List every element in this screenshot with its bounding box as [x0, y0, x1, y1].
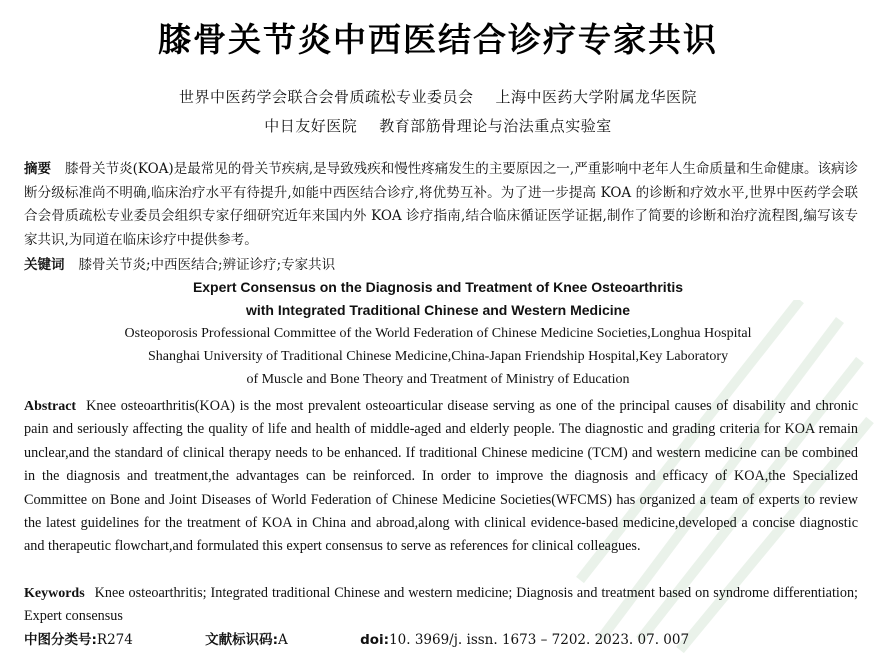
abstract-cn-text: 膝骨关节炎(KOA)是最常见的骨关节疾病,是导致残疾和慢性疼痛发生的主要原因之一,严重影响中老年人生命质量和生命健康。该病诊断分级标准尚不明确,临床治疗水平有待提升,如能中西医结合诊疗,将优势互补。为了进一步提高 KOA 的诊断和疗效水平,世界中医药学会联合会骨质疏松专业委员会组织专家仔细研究近年来国内外 KOA 诊疗指南,结合临床循证医学证据,制作了简要的诊断和治疗流程图,编写该专家共识,为同道在临床诊疗中提供参考。: [24, 161, 859, 248]
keywords-cn-label: 关键词: [24, 257, 65, 273]
keywords-cn-text: 膝骨关节炎;中西医结合;辨证诊疗;专家共识: [78, 257, 336, 273]
affiliation-cn-2a: 中日友好医院: [264, 117, 358, 135]
doc-code-value: A: [278, 632, 288, 648]
document-code: [205, 632, 322, 648]
affiliation-cn-line-1: [0, 86, 876, 107]
article-title-cn: 膝骨关节炎中西医结合诊疗专家共识: [158, 20, 718, 59]
keywords-cn: [24, 254, 858, 278]
affiliation-en-line-3: of Muscle and Bone Theory and Treatment of Ministry of Education: [246, 372, 630, 387]
abstract-en: [24, 395, 858, 559]
clc-number: [24, 632, 167, 648]
abstract-cn-label: 摘要: [24, 161, 52, 177]
affiliation-en-line-1: Osteoporosis Professional Committee of the World Federation of Chinese Medicine Societies,Longhua Hospital: [124, 326, 752, 341]
abstract-en-text: Knee osteoarthritis(KOA) is the most prevalent osteoarticular disease serving as one of the principal causes of disability and chronic pain and seriously affecting the quality of life and health of middle-aged and elderly people. The diagnostic and grading criteria for KOA remain unclear,and the standard of clinical therapy needs to be enhanced. If traditional Chinese medicine (TCM) and western medicine can be combined in the diagnosis and treatment,the advantages can be reinforced. In order to improve the diagnosis and efficacy of KOA,the Specialized Committee on Bone and Joint Diseases of World Federation of Chinese Medicine Societies(WFCMS) has organized a team of experts to review the latest guidelines for the treatment of KOA in China and abroad,along with clinical evidence-based medicine,developed a concise diagnostic and therapeutic flowchart,and formulated this expert consensus to serve as references for clinical colleagues.: [24, 398, 858, 555]
doc-code-label: 文献标识码:: [205, 632, 279, 648]
article-title-en-line-1: Expert Consensus on the Diagnosis and Treatment of Knee Osteoarthritis: [192, 279, 684, 295]
doi-label: doi:: [360, 632, 390, 648]
clc-label: 中图分类号:: [24, 632, 97, 648]
abstract-en-label: Abstract: [24, 399, 77, 414]
affiliation-cn-1b: 上海中医药大学附属龙华医院: [495, 88, 698, 106]
doi-value[interactable]: 10. 3969/j. issn. 1673 – 7202. 2023. 07. 007: [389, 632, 690, 648]
keywords-en-label: Keywords: [24, 586, 85, 601]
doi: [360, 632, 723, 648]
affiliation-cn-1a: 世界中医药学会联合会骨质疏松专业委员会: [178, 88, 474, 106]
clc-value: R274: [96, 632, 133, 648]
affiliation-en-line-2: Shanghai University of Traditional Chinese Medicine,China-Japan Friendship Hospital,Key Laboratory: [147, 349, 729, 364]
affiliation-cn-line-2: [0, 115, 876, 136]
article-meta-line: [24, 628, 757, 648]
abstract-cn: [24, 158, 858, 252]
keywords-en-text: Knee osteoarthritis; Integrated traditional Chinese and western medicine; Diagnosis and treatment based on syndrome differentiation; Expert consensus: [24, 585, 858, 625]
keywords-en: [24, 582, 858, 629]
affiliation-cn-2b: 教育部筋骨理论与治法重点实验室: [379, 117, 612, 135]
article-title-en-line-2: with Integrated Traditional Chinese and Western Medicine: [245, 302, 631, 318]
